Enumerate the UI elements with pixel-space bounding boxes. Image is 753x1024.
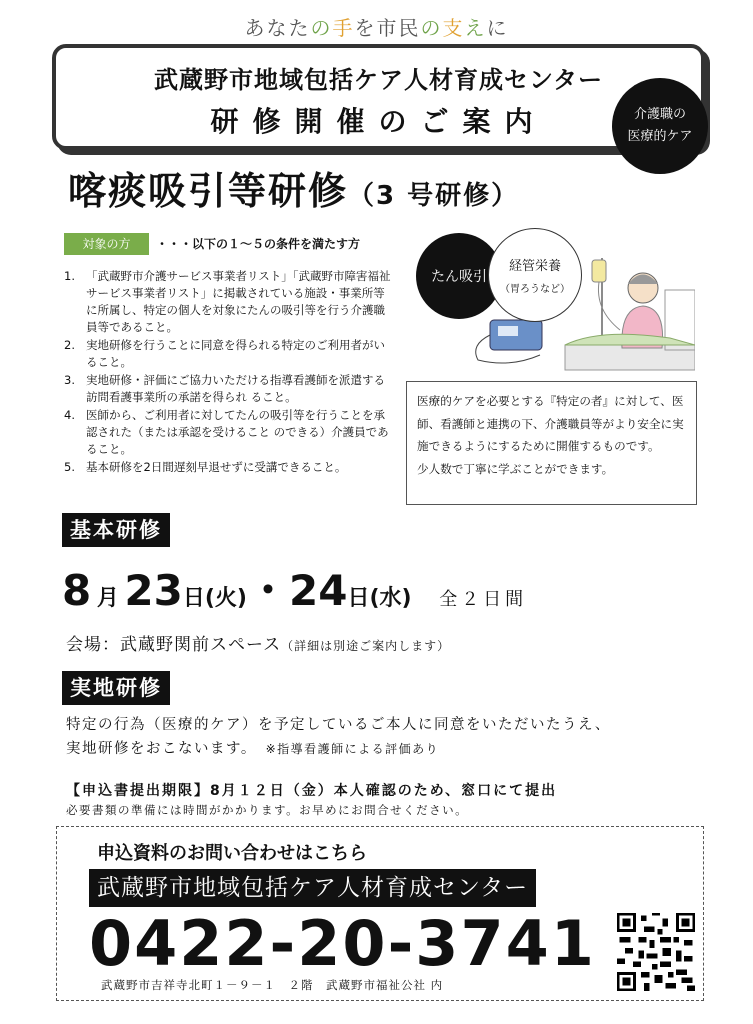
title-box [52,44,705,150]
venue: 会場：武蔵野関前スペース（詳細は別途ご案内します） [66,635,451,655]
tube-feeding-circle: 経管栄養 （胃ろうなど） [488,228,582,322]
info-box: 医療的ケアを必要とする『特定の者』に対して、医師、看護師と連携の下、介護職員等がより安全に実施できるようにするために開催するものです。 少人数で丁寧に学ぶことができます。 [406,381,697,505]
course-title: 喀痰吸引等研修（3 号研修） [68,169,520,213]
qr-code-icon[interactable] [617,913,695,991]
training-date: 8 月 23日(火)・24日(水) 全２日間 [62,566,528,615]
subtitle: 研修開催のご案内 [210,105,547,138]
list-item: 1. 「武蔵野市介護サービス事業者リスト」「武蔵野市障害福祉サービス事業者リスト」に掲載されている施設・事業所等に所属し、特定の個人を対象にたんの吸引等を行う介護職 員等であること。 [64,269,391,334]
care-badge: 介護職の 医療的ケア [612,78,708,174]
org-name: 武蔵野市地域包括ケア人材育成センター [153,66,604,94]
target-desc: ・・・以下の１～５の条件を満たす方 [156,237,361,251]
suction-circle: たん吸引 [416,233,502,319]
deadline: 【申込書提出期限】8月１２日（金）本人確認のため、窓口にて提出 [66,783,558,799]
list-item: 5. 基本研修を2日間遅刻早退せずに受講できること。 [64,460,347,474]
deadline-note: 必要書類の準備には時間がかかります。お早めにお問合せください。 [66,803,469,817]
inquiry-heading: 申込資料のお問い合わせはこちら [97,843,367,864]
address: 武蔵野市吉祥寺北町１－９－１ ２階 武蔵野市福祉公社 内 [101,978,444,992]
list-item: 3. 実地研修・評価にご協力いただける指導看護師を派遣する訪問看護事業所の承諾を得られ ること。 [64,373,385,404]
list-item: 2. 実地研修を行うことに同意を得られる特定のご利用者がいること。 [64,338,385,369]
contact-name: 武蔵野市地域包括ケア人材育成センター [89,869,536,907]
list-item: 4. 医師から、ご利用者に対してたんの吸引等を行うことを承認された（または承認を受けること のできる）介護員であること。 [64,408,389,456]
slogan: あなたの手を市民の支えに [244,16,509,40]
practical-training-label: 実地研修 [62,671,170,705]
target-label: 対象の方 [64,233,149,255]
contact-box [56,826,704,1001]
condition-list [64,268,394,477]
phone-number: 0422-20-3741 [89,907,596,980]
practical-desc: 特定の行為（医療的ケア）を予定しているご本人に同意をいただいたうえ、 実地研修をおこないます。 ※指導看護師による評価あり [66,717,611,757]
basic-training-label: 基本研修 [62,513,170,547]
